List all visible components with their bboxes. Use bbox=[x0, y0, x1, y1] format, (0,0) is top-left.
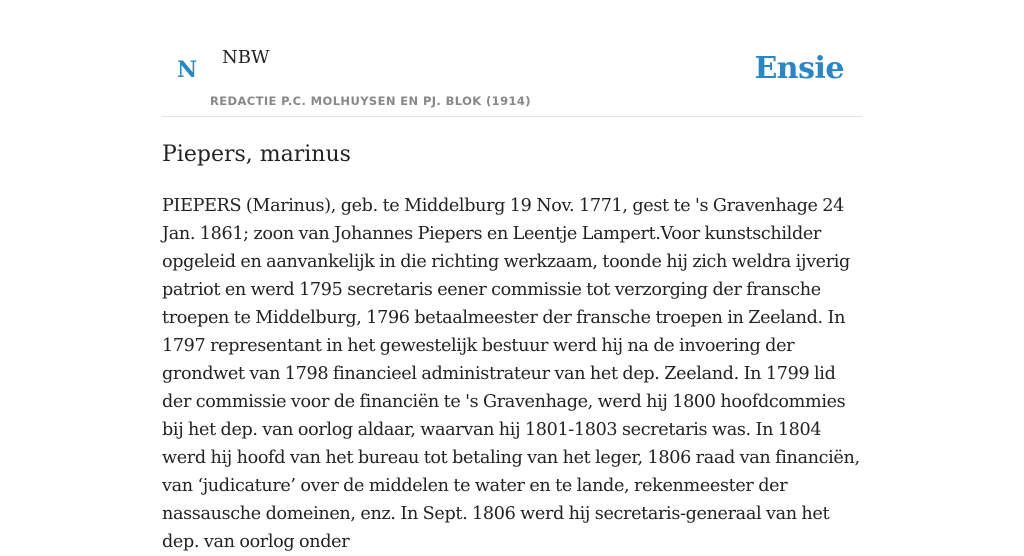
source-name[interactable]: NBW bbox=[222, 47, 270, 68]
brand-logo[interactable]: Ensie bbox=[754, 51, 844, 86]
article-body: PIEPERS (Marinus), geb. te Middelburg 19 Nov. 1771, gest te 's Gravenhage 24 Jan. 1861; zoon van Johannes Piepers en Leentje Lampert.Voor kunstschilder opgeleid en aanvankelijk in die richting werkzaam, toonde hij zich weldra ijverig patriot en werd 1795 secretaris eener commissie tot verzorging der fransche troepen te Middelburg, 1796 betaalmeester der fransche troepen in Zeeland. In 1797 representant in het gewestelijk bestuur werd hij na de invoering der grondwet van 1798 financieel administrateur van het dep. Zeeland. In 1799 lid der commissie voor de financiën te 's Gravenhage, werd hij 1800 hoofdcommies bij het dep. van oorlog aldaar, waarvan hij 1801-1803 secretaris was. In 1804 werd hij hoofd van het bureau tot betaling van het leger, 1806 raad van financiën, van ‘judicature’ over de middelen te water en te lande, rekenmeester der nassausche domeinen, enz. In Sept. 1806 werd hij secretaris-generaal van het dep. van oorlog onder bbox=[162, 196, 860, 552]
source-logo[interactable]: N bbox=[177, 57, 198, 83]
article-title: Piepers, marinus bbox=[162, 142, 351, 167]
source-edition: REDACTIE P.C. MOLHUYSEN EN PJ. BLOK (1914) bbox=[210, 94, 531, 108]
site-header bbox=[162, 0, 862, 117]
